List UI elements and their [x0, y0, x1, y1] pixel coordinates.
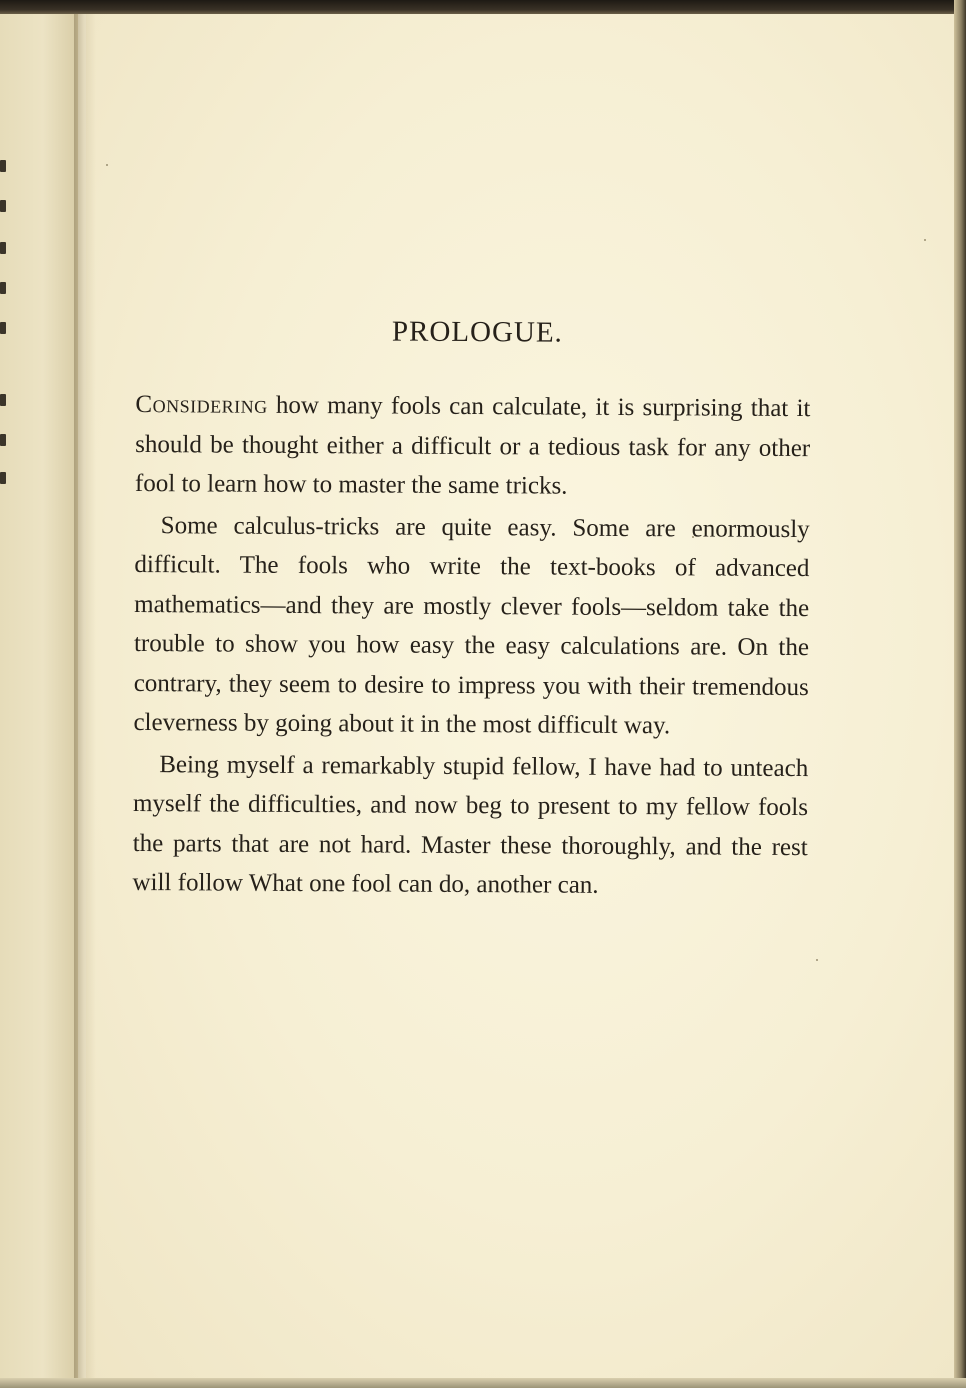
paragraph-2: Some calculus-tricks are quite easy. Some are enormously difficult. The fools who write the text-books of advanced mathematics—and they are mostly clever fools—seldom take the trouble to show you how easy the easy calculations are. On the contrary, they seem to desire to impress you with their tremendous cleverness by going about it in the most difficult way. — [133, 511, 810, 740]
bleed-through-mark — [0, 472, 6, 484]
bleed-through-mark — [0, 160, 6, 172]
book-page — [86, 14, 954, 1378]
book-top-edge — [0, 0, 966, 14]
bleed-through-mark — [0, 242, 6, 254]
facing-page-edge — [0, 10, 78, 1380]
book-cover-edge — [954, 0, 966, 1388]
bleed-through-mark — [0, 394, 6, 406]
paragraph-1-text: how many fools can calculate, it is surprising that it should be thought either a difficult or a tedious task for any other fool to learn how to master the same tricks. — [134, 391, 811, 500]
page-text-block — [132, 314, 811, 909]
opening-word: Considering — [135, 390, 268, 419]
book-gutter — [74, 10, 96, 1380]
bleed-through-mark — [0, 282, 6, 294]
bleed-through-mark — [0, 434, 6, 446]
page-title: PROLOGUE. — [391, 315, 563, 349]
book-bottom-edge — [0, 1378, 966, 1388]
paragraph-1 — [135, 385, 811, 508]
bleed-through-mark — [0, 322, 6, 334]
paragraph-3: Being myself a remarkably stupid fellow, I have had to unteach myself the difficulties, and now beg to present to my fellow fools the parts that are not hard. Master these thoroughly, and the rest will follow What one fool can do, another can. — [132, 750, 809, 899]
bleed-through-mark — [0, 200, 6, 212]
